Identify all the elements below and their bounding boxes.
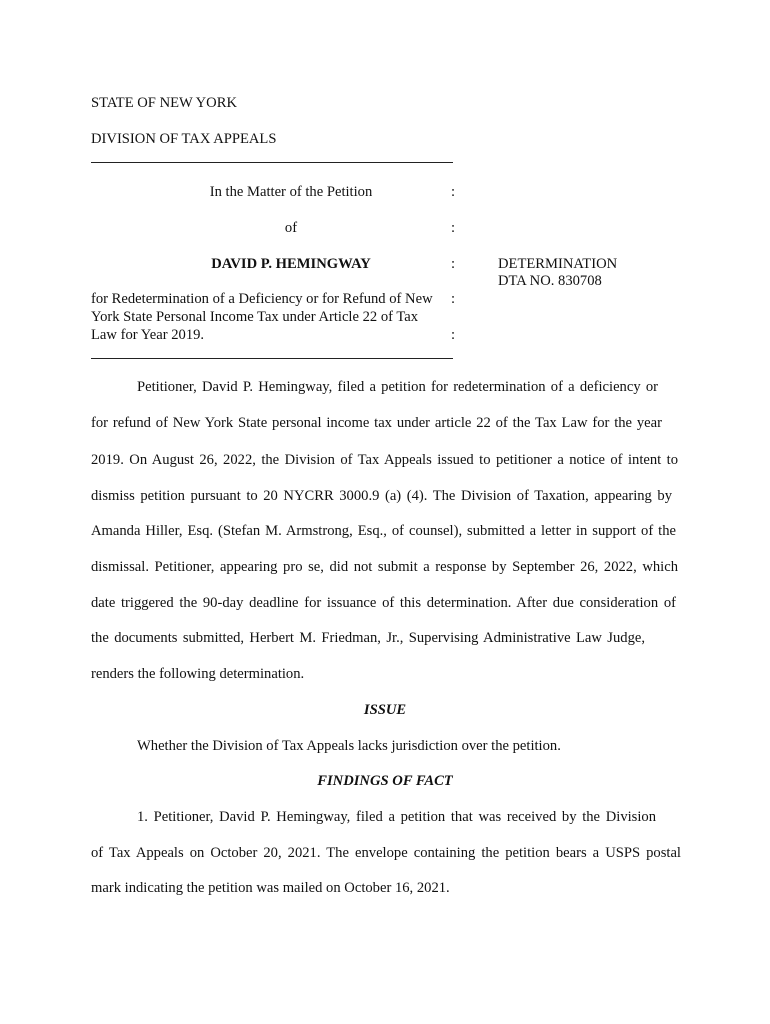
caption-purpose-line: York State Personal Income Tax under Article 22 of Tax bbox=[91, 309, 419, 325]
caption-colon: : bbox=[451, 327, 456, 343]
caption-colon: : bbox=[451, 220, 456, 236]
caption-top-rule bbox=[91, 162, 453, 163]
paragraph-line: 2019. On August 26, 2022, the Division of Tax Appeals issued to petitioner a notice of intent to bbox=[91, 452, 678, 468]
of-line: of bbox=[284, 220, 298, 236]
findings-heading: FINDINGS OF FACT bbox=[317, 773, 453, 789]
determination-label: DETERMINATION bbox=[498, 256, 618, 272]
issue-text: Whether the Division of Tax Appeals lacks jurisdiction over the petition. bbox=[137, 738, 561, 754]
caption-colon: : bbox=[451, 256, 456, 272]
paragraph-line: of Tax Appeals on October 20, 2021. The envelope containing the petition bears a USPS postal bbox=[91, 845, 681, 861]
paragraph-line: for refund of New York State personal income tax under article 22 of the Tax Law for the year bbox=[91, 415, 662, 431]
paragraph-line: dismiss petition pursuant to 20 NYCRR 3000.9 (a) (4). The Division of Taxation, appearing by bbox=[91, 488, 672, 504]
caption-colon: : bbox=[451, 291, 456, 307]
paragraph-line: Petitioner, David P. Hemingway, filed a petition for redetermination of a deficiency or bbox=[137, 379, 658, 395]
matter-line: In the Matter of the Petition bbox=[209, 184, 373, 200]
issue-heading: ISSUE bbox=[363, 702, 407, 718]
paragraph-line: date triggered the 90-day deadline for issuance of this determination. After due consideration of bbox=[91, 595, 676, 611]
petitioner-name: DAVID P. HEMINGWAY bbox=[211, 256, 371, 272]
division-heading: DIVISION OF TAX APPEALS bbox=[91, 131, 277, 147]
dta-number: DTA NO. 830708 bbox=[498, 273, 602, 289]
paragraph-line: Amanda Hiller, Esq. (Stefan M. Armstrong, Esq., of counsel), submitted a letter in support of the bbox=[91, 523, 676, 539]
paragraph-line: the documents submitted, Herbert M. Friedman, Jr., Supervising Administrative Law Judge, bbox=[91, 630, 645, 646]
paragraph-line: dismissal. Petitioner, appearing pro se, did not submit a response by September 26, 2022, which bbox=[91, 559, 678, 575]
caption-colon: : bbox=[451, 184, 456, 200]
paragraph-line: 1. Petitioner, David P. Hemingway, filed a petition that was received by the Division bbox=[137, 809, 656, 825]
caption-bottom-rule bbox=[91, 358, 453, 359]
state-heading: STATE OF NEW YORK bbox=[91, 95, 237, 111]
paragraph-line: renders the following determination. bbox=[91, 666, 305, 682]
paragraph-line: mark indicating the petition was mailed on October 16, 2021. bbox=[91, 880, 450, 896]
caption-purpose-line: Law for Year 2019. bbox=[91, 327, 205, 343]
caption-purpose-line: for Redetermination of a Deficiency or for Refund of New bbox=[91, 291, 433, 307]
